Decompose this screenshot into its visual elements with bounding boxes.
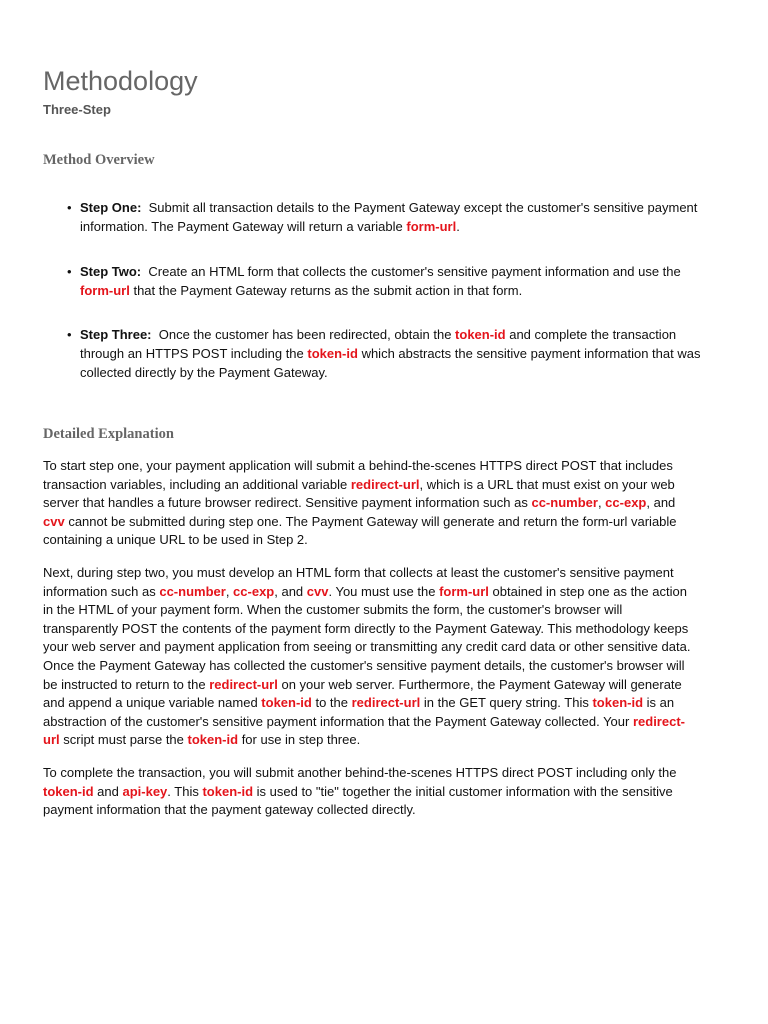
method-overview-heading: Method Overview [43, 152, 155, 168]
keyword: redirect-url [43, 713, 685, 748]
explanation-paragraph-3: To complete the transaction, you will submit another behind-the-scenes HTTPS direct POST including only the token-id and api-key. This token-id is used to "tie" together the initial customer information with the sensitive payment information that the payment gateway collected directly. [43, 765, 677, 818]
step-one-item: • Step One: Submit all transaction details to the Payment Gateway except the customer's sensitive payment information. The Payment Gateway will return a variable form-url. [67, 200, 698, 234]
keyword: cc-number [531, 495, 598, 511]
keyword: cvv [43, 513, 65, 529]
keyword: token-id [592, 695, 644, 711]
keyword: redirect-url [350, 476, 420, 492]
keyword: token-id [455, 327, 506, 342]
bullet-icon: • [67, 327, 72, 342]
keyword: token-id [43, 783, 94, 799]
step-three-item: • Step Three: Once the customer has been redirected, obtain the token-id and complete the transaction through an HTTPS POST including the token-id which abstracts the sensitive payment information that was collected directly by the Payment Gateway. [67, 327, 701, 380]
explanation-paragraph-1: To start step one, your payment application will submit a behind-the-scenes HTTPS direct POST that includes transaction variables, including an additional variable redirect-url, which is a URL that must exist on your web server that handles a future browser redirect. Sensitive payment information such as cc-number, cc-exp, and cvv cannot be submitted during step one. The Payment Gateway will generate and return the form-url variable containing a unique URL to be used in Step 2. [43, 458, 677, 548]
keyword: api-key [122, 783, 168, 799]
explanation-paragraph-2: Next, during step two, you must develop an HTML form that collects at least the customer's sensitive payment information such as cc-number, cc-exp, and cvv. You must use the form-url obtained in step one as the action in the HTML of your payment form. When the customer submits the form, the customer's browser will transparently POST the contents of the payment form directly to the Payment Gateway. This methodology keeps your web server and payment application from seeing or transmitting any credit card data or other sensitive data. Once the Payment Gateway has collected the customer's sensitive payment details, the customer's browser will be instructed to return to the redirect-url on your web server. Furthermore, the Payment Gateway will generate and append a unique variable named token-id to the redirect-url in the GET query string. This token-id is an abstraction of the customer's sensitive payment information that the Payment Gateway collected. Your redirect-url script must parse the token-id for use in step three. [43, 565, 691, 748]
bullet-icon: • [67, 200, 72, 215]
keyword: form-url [406, 219, 457, 234]
keyword: cc-exp [233, 583, 275, 599]
keyword: cc-number [159, 583, 226, 599]
steps-list [65, 198, 705, 408]
step-two-item: • Step Two: Create an HTML form that collects the customer's sensitive payment information and use the form-url that the Payment Gateway returns as the submit action in that form. [67, 264, 681, 298]
keyword: token-id [202, 783, 254, 799]
keyword: cc-exp [605, 495, 647, 511]
keyword: token-id [307, 346, 358, 361]
keyword: form-url [439, 583, 489, 599]
step-label: Step Three: [80, 327, 152, 342]
step-label: Step One: [80, 200, 142, 215]
step-label: Step Two: [80, 264, 142, 279]
keyword: token-id [187, 732, 239, 748]
detailed-explanation-heading: Detailed Explanation [43, 426, 174, 442]
keyword: token-id [261, 695, 312, 711]
keyword: cvv [306, 583, 329, 599]
page-subtitle: Three-Step [43, 102, 111, 117]
bullet-icon: • [67, 264, 72, 279]
page-title: Methodology [43, 66, 198, 96]
keyword: redirect-url [351, 695, 421, 711]
keyword: redirect-url [209, 676, 278, 692]
keyword: form-url [80, 283, 130, 298]
